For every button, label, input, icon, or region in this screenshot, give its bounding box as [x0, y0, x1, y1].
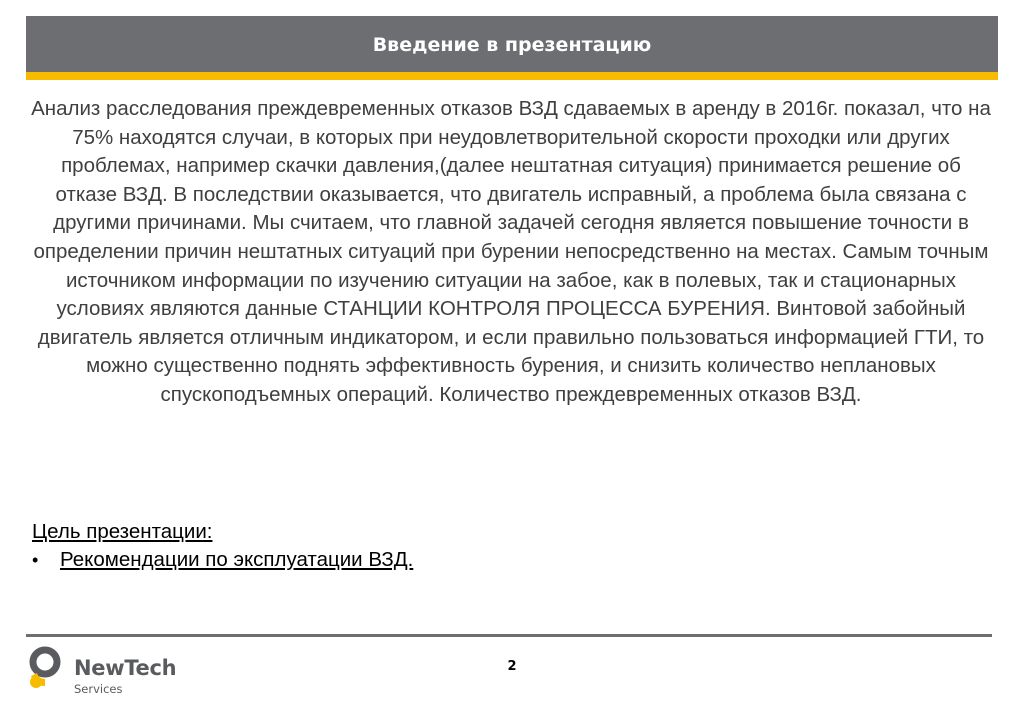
logo-subtitle: Services: [74, 682, 123, 696]
company-logo: [26, 646, 196, 698]
goal-heading: Цель презентации:: [32, 520, 213, 543]
page-number: 2: [507, 659, 517, 674]
newtech-logo-icon: [26, 646, 72, 692]
title-accent-line: [26, 72, 998, 80]
body-paragraph: Анализ расследования преждевременных отказов ВЗД сдаваемых в аренду в 2016г. показал, что на 75% находятся случаи, в которых при неудовлетворительной скорости проходки или других проблемах, например скачки давления,(далее нештатная ситуация) принимается решение об отказе ВЗД. В последствии оказывается, что двигатель исправный, а проблема была связана с другими причинами. Мы считаем, что главной задачей сегодня является повышение точности в определении причин нештатных ситуаций при бурении непосредственно на местах. Самым точным источником информации по изучению ситуации на забое, как в полевых, так и стационарных условиях являются данные СТАНЦИИ КОНТРОЛЯ ПРОЦЕССА БУРЕНИЯ. Винтовой забойный двигатель является отличным индикатором, и если правильно пользоваться информацией ГТИ, то можно существенно поднять эффективность бурения, и снизить количество неплановых спускоподъемных операций. Количество преждевременных отказов ВЗД.: [31, 97, 991, 406]
slide-title: Введение в презентацию: [372, 34, 652, 56]
goal-list-item: [32, 548, 413, 572]
goal-item-label: Рекомендации по эксплуатации ВЗД.: [60, 548, 414, 571]
footer-divider: [26, 634, 992, 637]
bullet-icon: •: [32, 550, 39, 570]
logo-name: NewTech: [74, 656, 177, 680]
